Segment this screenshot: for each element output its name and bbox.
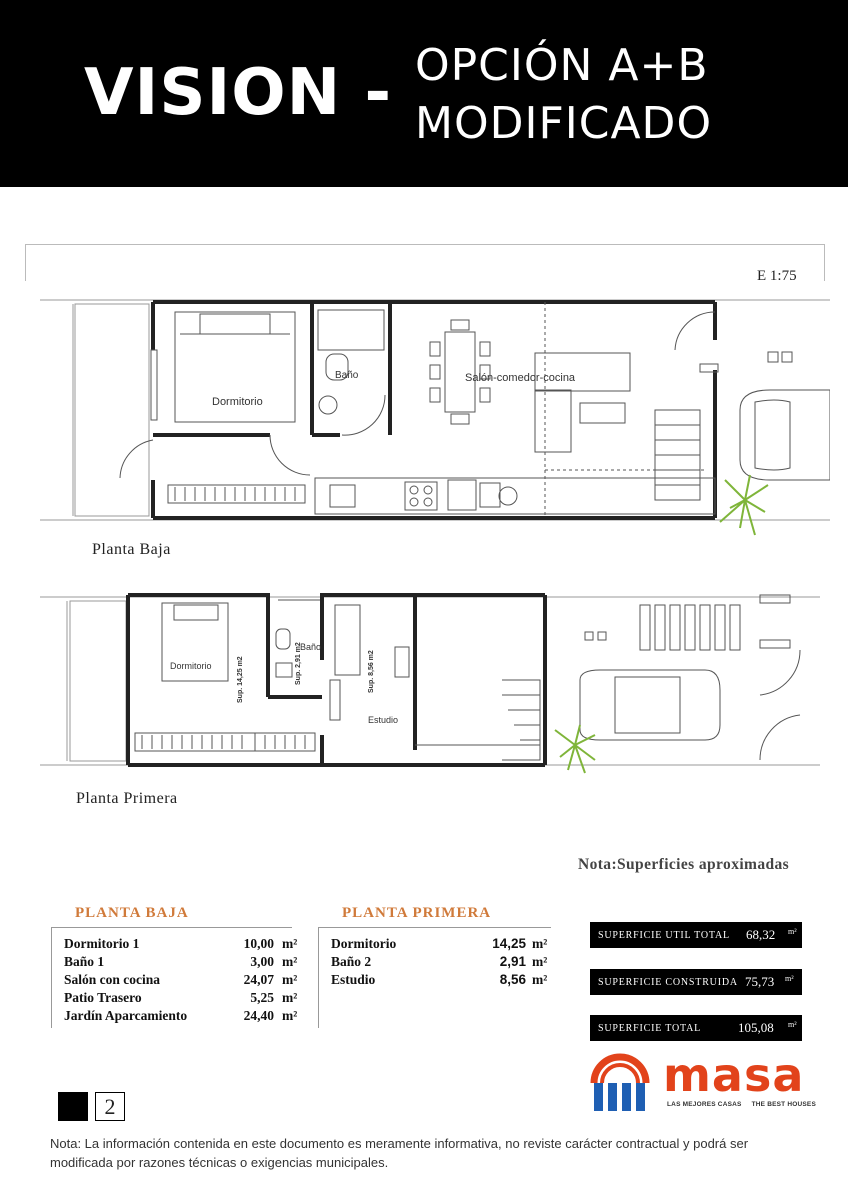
first-table-title: PLANTA PRIMERA xyxy=(342,905,492,921)
ground-row-unit: m² xyxy=(282,954,298,969)
area-tag-study: Sup. 8,56 m2 xyxy=(368,650,375,693)
first-row-unit: m² xyxy=(532,972,548,987)
first-row-value: 2,91 xyxy=(499,954,526,969)
total-value: 75,73 xyxy=(745,974,775,989)
ground-row-unit: m² xyxy=(282,990,298,1005)
first-row xyxy=(331,954,548,970)
ground-row xyxy=(64,954,298,970)
header-banner xyxy=(0,0,848,187)
plant-icon xyxy=(720,475,768,535)
room-label-bedroom-1f: Dormitorio xyxy=(170,661,212,671)
ground-floor-title: Planta Baja xyxy=(92,541,171,558)
first-row-value: 14,25 xyxy=(492,936,526,951)
total-value: 68,32 xyxy=(746,927,776,942)
ground-row-value: 10,00 xyxy=(243,936,274,951)
first-row-name: Baño 2 xyxy=(331,954,372,969)
ground-row-name: Dormitorio 1 xyxy=(64,936,140,951)
first-row-name: Dormitorio xyxy=(331,936,397,951)
total-label: SUPERFICIE CONSTRUIDA xyxy=(598,977,738,988)
ground-row xyxy=(64,1008,298,1024)
header-subtitle-line2: MODIFICADO xyxy=(415,98,713,149)
total-label: SUPERFICIE UTIL TOTAL xyxy=(598,930,730,941)
header-subtitle-line1: OPCIÓN A+B xyxy=(415,40,709,91)
ground-row-name: Baño 1 xyxy=(64,954,105,969)
area-tag-bathroom: Sup. 2,91 m2 xyxy=(295,642,302,685)
first-row-name: Estudio xyxy=(331,972,376,987)
total-label: SUPERFICIE TOTAL xyxy=(598,1023,702,1034)
page-marker xyxy=(58,1092,88,1121)
ground-row-unit: m² xyxy=(282,936,298,951)
ground-floor-plan xyxy=(40,290,830,540)
page-number: 2 xyxy=(95,1092,125,1121)
plant-icon xyxy=(555,725,595,773)
ground-row-value: 24,07 xyxy=(243,972,274,987)
total-unit: m² xyxy=(788,927,797,936)
room-label-study: Estudio xyxy=(368,715,399,725)
brand-tagline-right: THE BEST HOUSES xyxy=(751,1101,816,1108)
ground-table-title: PLANTA BAJA xyxy=(75,905,189,921)
surfaces-note: Nota:Superficies aproximadas xyxy=(578,856,790,873)
ground-row-name: Patio Trasero xyxy=(64,990,142,1005)
total-built-box xyxy=(590,969,802,995)
ground-row xyxy=(64,972,298,988)
brand-tagline-left: LAS MEJORES CASAS xyxy=(667,1101,742,1108)
first-row xyxy=(331,936,548,952)
ground-row-value: 3,00 xyxy=(250,954,274,969)
brand-name: masa xyxy=(663,1048,805,1102)
ground-row-unit: m² xyxy=(282,972,298,987)
room-label-bathroom-1f: Baño xyxy=(300,642,322,652)
total-overall-box xyxy=(590,1015,802,1041)
first-row-unit: m² xyxy=(532,936,548,951)
ground-row-value: 5,25 xyxy=(250,990,274,1005)
ground-row xyxy=(64,936,298,952)
ground-row-name: Salón con cocina xyxy=(64,972,161,987)
masa-logo-icon xyxy=(588,1053,654,1115)
first-row-value: 8,56 xyxy=(499,972,526,987)
ground-row-name: Jardín Aparcamiento xyxy=(64,1008,188,1023)
header-title: VISION - xyxy=(84,56,393,130)
plan-frame xyxy=(25,244,825,281)
first-floor-plan xyxy=(40,585,820,785)
room-label-living: Salón-comedor-cocina xyxy=(465,372,576,384)
ground-row-value: 24,40 xyxy=(243,1008,274,1023)
first-row xyxy=(331,972,548,988)
first-row-unit: m² xyxy=(532,954,548,969)
brand-tagline xyxy=(667,1101,816,1108)
ground-row-unit: m² xyxy=(282,1008,298,1023)
plan-scale: E 1:75 xyxy=(757,268,797,284)
room-label-bedroom: Dormitorio xyxy=(212,396,263,408)
total-unit: m² xyxy=(785,974,794,983)
area-tag-bedroom: Sup. 14,25 m2 xyxy=(237,656,244,703)
total-value: 105,08 xyxy=(738,1020,774,1035)
first-floor-title: Planta Primera xyxy=(76,790,178,807)
ground-row xyxy=(64,990,298,1006)
disclaimer: Nota: La información contenida en este documento es meramente informativa, no reviste carácter contractual y podrá ser modificada por razones técnicas o exigencias municipales. xyxy=(50,1136,749,1170)
total-unit: m² xyxy=(788,1020,797,1029)
total-useful-box xyxy=(590,922,802,948)
room-label-bathroom: Baño xyxy=(335,370,359,381)
